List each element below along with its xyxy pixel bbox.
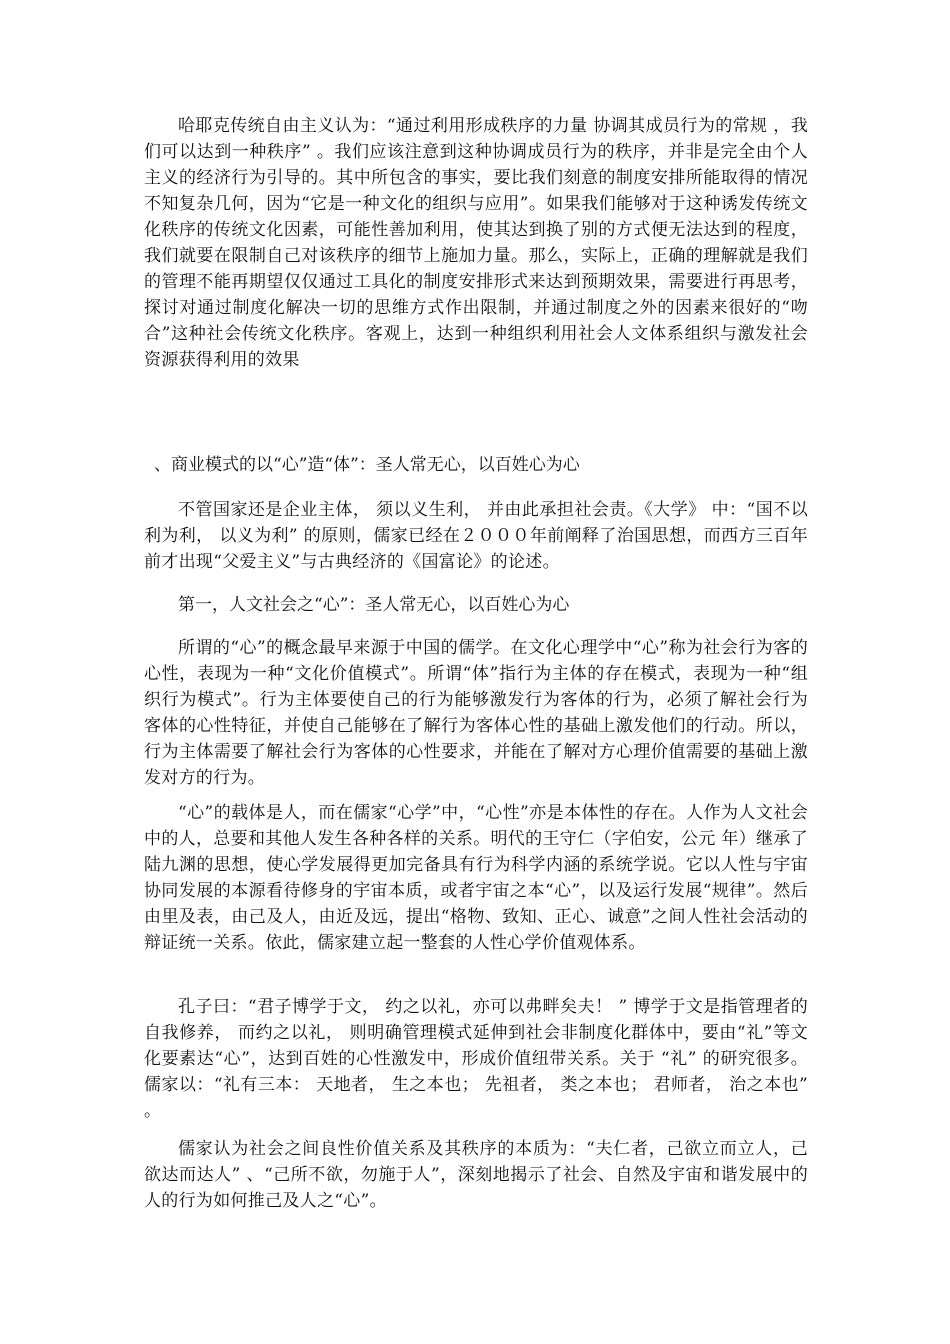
paragraph-righteousness-profit: 不管国家还是企业主体， 须以义生利， 并由此承担社会责。《大学》 中：“国不以利为利， 以义为利” 的原则，儒家已经在２０００年前阐释了治国思想，而西方三百年前才出现“父爱主义”与古典经济的《国富论》的论述。	[144, 500, 808, 572]
paragraph-confucius-li: 孔子曰：“君子博学于文， 约之以礼，亦可以弗畔矣夫！ ” 博学于文是指管理者的自我修养， 而约之以礼， 则明确管理模式延伸到社会非制度化群体中，要由“礼”等文化要素达“心”，达到百姓的心性激发中，形成价值纽带关系。关于 “礼” 的研究很多。儒家以：“礼有三本： 天地者， 生之本也； 先祖者， 类之本也； 君师者， 治之本也” 。	[144, 997, 808, 1121]
section-heading-business-model: 、商业模式的以“心”造“体”：圣人常无心，以百姓心为心	[154, 455, 580, 475]
subsection-heading-first: 第一，人文社会之“心”：圣人常无心，以百姓心为心	[178, 595, 570, 615]
paragraph-ren: 儒家认为社会之间良性价值关系及其秩序的本质为：“夫仁者，己欲立而立人，己欲达而达人” 、“己所不欲，勿施于人”，深刻地揭示了社会、自然及宇宙和谐发展中的人的行为如何推己及人之“心”。	[144, 1139, 808, 1211]
paragraph-concept-of-xin: 所谓的“心”的概念最早来源于中国的儒学。在文化心理学中“心”称为社会行为客的心性，表现为一种“文化价值模式”。所谓“体”指行为主体的存在模式，表现为一种“组织行为模式”。行为主体要使自己的行为能够激发行为客体的行为，必须了解社会行为客体的心性特征，并使自己能够在了解行为客体心性的基础上激发他们的行动。所以，行为主体需要了解社会行为客体的心性要求，并能在了解对方心理价值需要的基础上激发对方的行为。	[144, 638, 808, 788]
paragraph-wang-shouren: “心”的载体是人，而在儒家“心学”中，“心性”亦是本体性的存在。人作为人文社会中的人，总要和其他人发生各种各样的关系。明代的王守仁（字伯安，公元 年）继承了陆九渊的思想，使心学发展得更加完备具有行为科学内涵的系统学说。它以人性与宇宙协同发展的本源看待修身的宇宙本质，或者宇宙之本“心”，以及运行发展“规律”。然后由里及表，由己及人，由近及远，提出“格物、致知、正心、诚意”之间人性社会活动的辩证统一关系。依此，儒家建立起一整套的人性心学价值观体系。	[144, 803, 808, 953]
paragraph-hayek: 哈耶克传统自由主义认为：“通过利用形成秩序的力量 协调其成员行为的常规 ，我们可以达到一种秩序” 。我们应该注意到这种协调成员行为的秩序，并非是完全由个人主义的经济行为引导的。其中所包含的事实，要比我们刻意的制度安排所能取得的情况不知复杂几何，因为“它是一种文化的组织与应用”。如果我们能够对于这种诱发传统文化秩序的传统文化因素，可能性善加利用，使其达到换了别的方式便无法达到的程度，我们就要在限制自己对该秩序的细节上施加力量。那么，实际上，正确的理解就是我们的管理不能再期望仅仅通过工具化的制度安排形式来达到预期效果，需要进行再思考，探讨对通过制度化解决一切的思维方式作出限制，并通过制度之外的因素来很好的“吻合”这种社会传统文化秩序。客观上，达到一种组织利用社会人文体系组织与激发社会资源获得利用的效果	[144, 116, 808, 370]
